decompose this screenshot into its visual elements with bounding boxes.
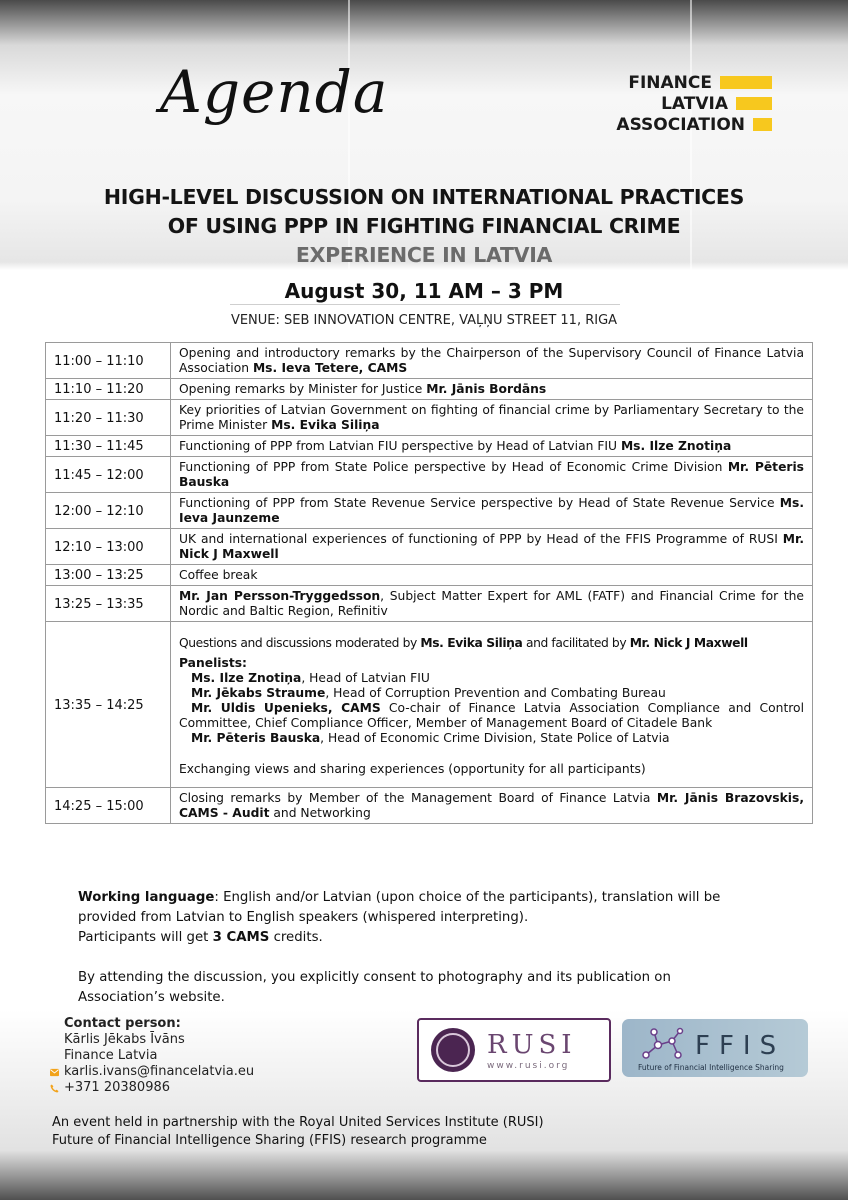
table-row	[46, 565, 813, 586]
session-text: UK and international experiences of functioning of PPP by Head of the FFIS Programme of RUSI	[179, 532, 783, 546]
table-row	[46, 493, 813, 529]
rusi-url: www.rusi.org	[487, 1060, 570, 1071]
time-slot: 13:35 – 14:25	[46, 622, 171, 788]
date-divider	[230, 304, 620, 305]
logo-word: LATVIA	[661, 93, 728, 114]
table-row	[46, 529, 813, 565]
footer-line-1: An event held in partnership with the Royal United Services Institute (RUSI)	[52, 1115, 544, 1130]
partnership-footer	[52, 1114, 544, 1150]
contact-email-row	[64, 1064, 254, 1080]
table-row	[46, 436, 813, 457]
session-text-after: and Networking	[269, 806, 371, 820]
speaker-name: Mr. Pēteris Bauska	[179, 460, 805, 489]
contact-label: Contact person:	[64, 1016, 181, 1031]
session-text: Functioning of PPP from Latvian FIU perspective by Head of Latvian FIU	[179, 439, 621, 453]
time-slot: 11:45 – 12:00	[46, 457, 171, 493]
rusi-logo	[417, 1018, 611, 1082]
session-description	[171, 436, 813, 457]
table-row	[46, 457, 813, 493]
event-venue: VENUE: SEB INNOVATION CENTRE, VAĻŅU STREET 11, RIGA	[230, 313, 618, 328]
time-slot: 11:00 – 11:10	[46, 343, 171, 379]
contact-org: Finance Latvia	[64, 1048, 158, 1063]
time-slot: 11:10 – 11:20	[46, 379, 171, 400]
panelist-role: , Head of Latvian FIU	[301, 671, 430, 685]
speaker-name: Mr. Jan Persson-Tryggedsson	[179, 589, 381, 603]
session-description	[171, 400, 813, 436]
table-row	[46, 586, 813, 622]
speaker-name: Ms. Ilze Znotiņa	[620, 439, 732, 453]
time-slot: 13:25 – 13:35	[46, 586, 171, 622]
session-text-after: , Subject Matter Expert for AML (FATF) and Financial Crime for the Nordic and Baltic Region, Refinitiv	[179, 589, 804, 618]
envelope-icon	[50, 1068, 59, 1077]
logo-word: FINANCE	[628, 72, 712, 93]
panel-closing-note: Exchanging views and sharing experiences (opportunity for all participants)	[179, 762, 646, 776]
panelist	[179, 686, 804, 701]
agenda-body	[46, 343, 813, 824]
time-slot: 13:00 – 13:25	[46, 565, 171, 586]
credits-text: credits.	[269, 930, 323, 945]
rusi-name: RUSI	[487, 1029, 577, 1060]
working-language-label: Working language	[78, 890, 215, 905]
panelist	[179, 671, 804, 686]
session-text: Opening remarks by Minister for Justice	[179, 382, 427, 396]
contact-name: Kārlis Jēkabs Īvāns	[64, 1032, 185, 1047]
contact-email-link[interactable]: karlis.ivans@financelatvia.eu	[64, 1064, 255, 1079]
panelist-role: , Head of Corruption Prevention and Combating Bureau	[325, 686, 666, 700]
contact-phone: +371 20380986	[64, 1080, 171, 1095]
session-description	[171, 493, 813, 529]
time-slot: 14:25 – 15:00	[46, 788, 171, 824]
session-description	[171, 529, 813, 565]
headline-subtitle: EXPERIENCE IN LATVIA	[295, 243, 553, 267]
logo-bar	[720, 76, 772, 89]
ffis-logo	[622, 1019, 808, 1077]
table-row	[46, 379, 813, 400]
table-row	[46, 343, 813, 379]
session-text: Functioning of PPP from State Police perspective by Head of Economic Crime Division	[179, 460, 728, 474]
panelists-label: Panelists:	[179, 656, 247, 670]
panelist-name: Mr. Pēteris Bauska	[191, 731, 321, 745]
table-row	[46, 788, 813, 824]
panelist-name: Mr. Jēkabs Straume	[191, 686, 326, 700]
panelist	[179, 701, 804, 731]
session-text: Opening and introductory remarks by the Chairperson of the Supervisory Council of Finance Latvia Association	[179, 346, 804, 375]
session-text: Closing remarks by Member of the Management Board of Finance Latvia	[179, 791, 657, 805]
session-description	[171, 788, 813, 824]
credits-text: Participants will get	[78, 930, 213, 945]
facilitator-name: Mr. Nick J Maxwell	[629, 636, 748, 650]
contact-block	[64, 1016, 254, 1096]
session-description	[171, 343, 813, 379]
panel-row	[46, 622, 813, 788]
speaker-name: Ms. Ieva Jaunzeme	[179, 496, 804, 525]
working-language	[78, 888, 738, 928]
session-description	[171, 586, 813, 622]
logo-bar	[753, 118, 772, 131]
logo-word: ASSOCIATION	[616, 114, 745, 135]
speaker-name: Mr. Nick J Maxwell	[179, 532, 804, 561]
network-icon	[640, 1027, 686, 1061]
session-text: Key priorities of Latvian Government on fighting of financial crime by Parliamentary Secretary to the Prime Minister	[179, 403, 804, 432]
session-description	[171, 457, 813, 493]
rusi-seal-icon	[431, 1028, 475, 1072]
session-text: Coffee break	[179, 568, 258, 582]
credits-count: 3 CAMS	[212, 930, 270, 945]
headline-line-1: HIGH-LEVEL DISCUSSION ON INTERNATIONAL PRACTICES	[103, 185, 745, 209]
time-slot: 12:10 – 13:00	[46, 529, 171, 565]
panel-description	[171, 622, 813, 788]
session-description	[171, 565, 813, 586]
logo-bar	[736, 97, 772, 110]
session-description	[171, 379, 813, 400]
moderator-name: Ms. Evika Siliņa	[420, 636, 523, 650]
time-slot: 11:30 – 11:45	[46, 436, 171, 457]
event-notes	[78, 888, 738, 1008]
agenda-title: Agenda	[160, 58, 389, 126]
phone-icon	[50, 1084, 59, 1093]
footer-line-2: Future of Financial Intelligence Sharing (FFIS) research programme	[52, 1133, 487, 1148]
speaker-name: Ms. Ieva Tetere, CAMS	[252, 361, 408, 375]
session-text: Functioning of PPP from State Revenue Service perspective by Head of State Revenue Service	[179, 496, 780, 510]
panelist	[179, 731, 804, 746]
speaker-name: Mr. Jānis Bordāns	[426, 382, 547, 396]
contact-phone-row	[64, 1080, 254, 1096]
agenda-table	[45, 342, 813, 824]
time-slot: 11:20 – 11:30	[46, 400, 171, 436]
photo-consent: By attending the discussion, you explicitly consent to photography and its publication on Association’s website.	[78, 970, 671, 1005]
panelist-role: , Head of Economic Crime Division, State Police of Latvia	[320, 731, 670, 745]
working-language-text: : English and/or Latvian (upon choice of the participants), translation will be provided from Latvian to English speakers (whispered interpreting).	[78, 890, 721, 925]
moderation-text: and facilitated by	[522, 636, 630, 650]
moderation-text: Questions and discussions moderated by	[179, 636, 421, 650]
ffis-tagline: Future of Financial Intelligence Sharing	[638, 1063, 784, 1072]
panelist-name: Mr. Uldis Upenieks, CAMS	[191, 701, 381, 715]
panelist-name: Ms. Ilze Znotiņa	[191, 671, 302, 685]
event-date: August 30, 11 AM – 3 PM	[284, 279, 564, 303]
speaker-name: Ms. Evika Siliņa	[271, 418, 380, 432]
headline-line-2: OF USING PPP IN FIGHTING FINANCIAL CRIME	[167, 214, 681, 238]
finance-latvia-logo	[552, 72, 772, 135]
time-slot: 12:00 – 12:10	[46, 493, 171, 529]
table-row	[46, 400, 813, 436]
cams-credits	[78, 928, 738, 948]
panel-moderation	[179, 636, 804, 651]
panelist-role: Co-chair of Finance Latvia Association Compliance and Control Committee, Chief Compliance Officer, Member of Management Board of Citadele Bank	[179, 701, 804, 730]
ffis-name: FFIS	[695, 1031, 786, 1061]
speaker-name: Mr. Jānis Brazovskis, CAMS - Audit	[179, 791, 804, 820]
